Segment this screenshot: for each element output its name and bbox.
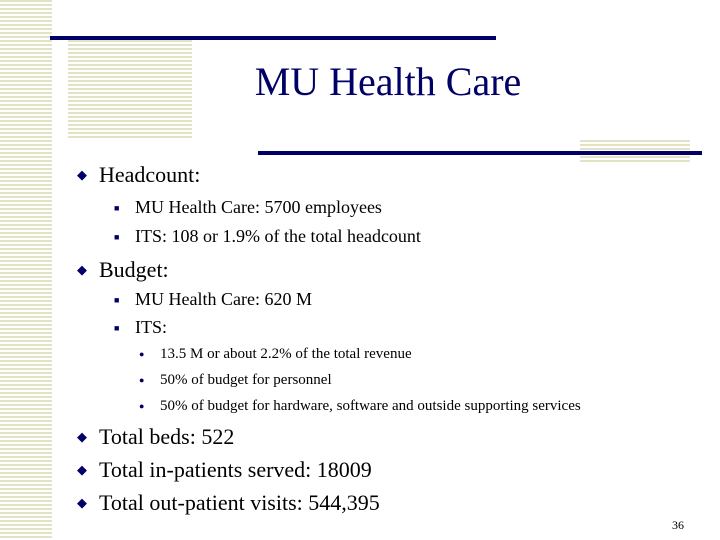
dot-bullet-icon: ● (139, 401, 145, 411)
diamond-bullet-icon: ◆ (77, 462, 87, 477)
dot-bullet-icon: ● (139, 349, 145, 359)
square-bullet-icon: ■ (114, 295, 120, 305)
dot-bullet-icon: ● (139, 375, 145, 385)
bullet-text: Budget: (99, 257, 169, 282)
bullet-text: MU Health Care: 620 M (135, 289, 312, 309)
bullet-text: 13.5 M or about 2.2% of the total revenue (160, 346, 412, 362)
bullet-text: Total beds: 522 (99, 424, 235, 449)
square-bullet-icon: ■ (114, 203, 120, 213)
sub-bullet-budget-total (114, 288, 312, 310)
bullet-headcount (77, 162, 201, 188)
title-top-rule (50, 36, 496, 40)
square-bullet-icon: ■ (114, 323, 120, 333)
slide-title: MU Health Care (254, 59, 522, 104)
bullet-text: 50% of budget for personnel (160, 372, 332, 388)
sub-sub-bullet-hardware (139, 397, 581, 415)
bullet-inpatients (77, 457, 372, 483)
sub-bullet-employees (114, 196, 382, 218)
square-bullet-icon: ■ (114, 232, 120, 242)
bullet-text: Headcount: (99, 162, 201, 187)
sub-sub-bullet-revenue (139, 345, 412, 363)
bullet-text: Total out-patient visits: 544,395 (99, 490, 380, 515)
sub-bullet-its-budget (114, 316, 168, 338)
title-bottom-rule (258, 151, 702, 155)
diamond-bullet-icon: ◆ (77, 495, 87, 510)
bullet-text: Total in-patients served: 18009 (99, 457, 372, 482)
bullet-outpatient-visits (77, 490, 380, 516)
bullet-text: MU Health Care: 5700 employees (135, 197, 382, 217)
bullet-text: ITS: (135, 317, 168, 337)
sub-bullet-its-headcount (114, 225, 421, 247)
bullet-text: 50% of budget for hardware, software and outside supporting services (160, 398, 581, 414)
bullet-budget (77, 257, 169, 283)
page-number: 36 (672, 518, 684, 532)
diamond-bullet-icon: ◆ (77, 429, 87, 444)
bullet-total-beds (77, 424, 235, 450)
diamond-bullet-icon: ◆ (77, 167, 87, 182)
diamond-bullet-icon: ◆ (77, 262, 87, 277)
sub-sub-bullet-personnel (139, 371, 332, 389)
bullet-text: ITS: 108 or 1.9% of the total headcount (135, 226, 421, 246)
